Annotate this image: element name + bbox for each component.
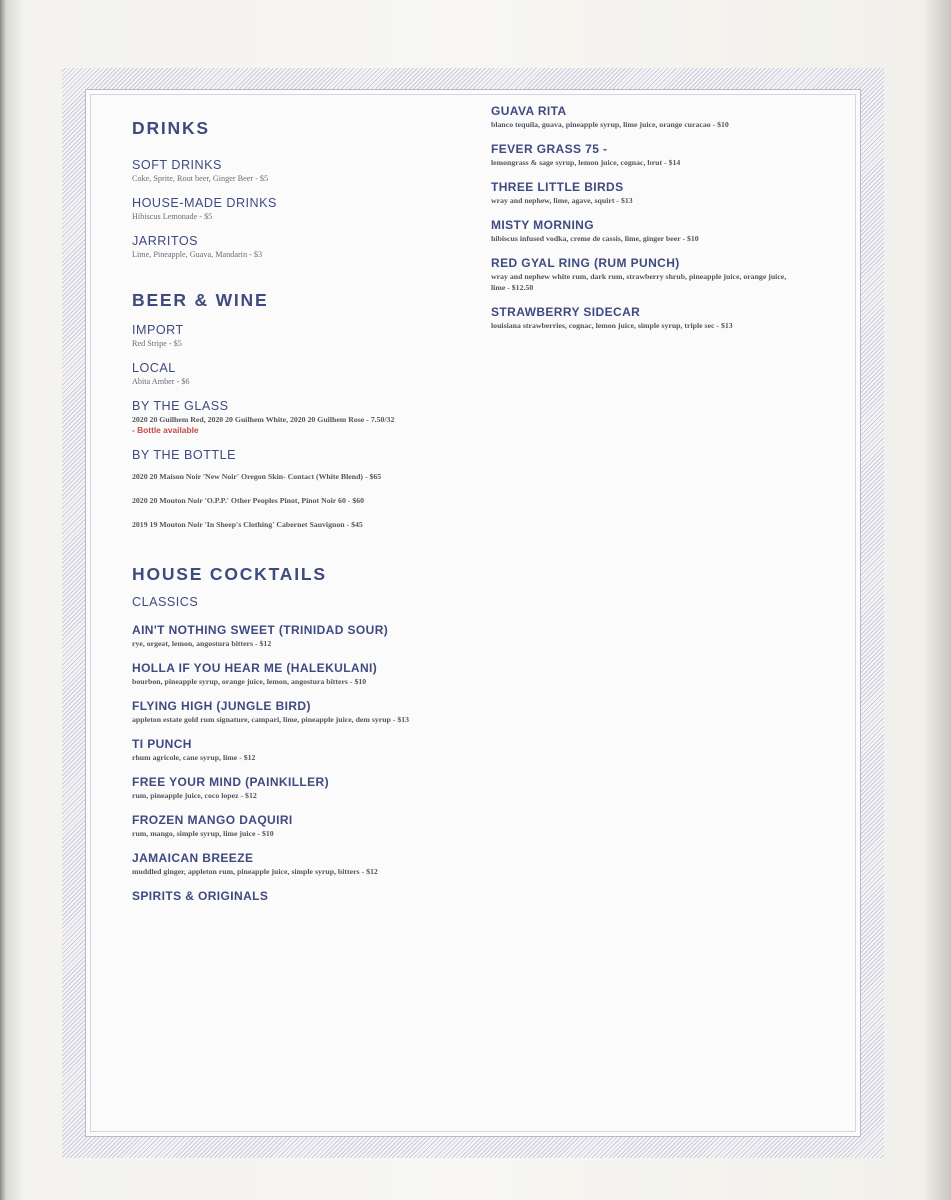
section-title-house-cocktails: HOUSE COCKTAILS [132,564,327,584]
item-title: FLYING HIGH (JUNGLE BIRD) [132,699,311,713]
menu-item [132,775,452,801]
menu-item-by-the-glass [132,399,452,436]
menu-item [491,256,791,293]
menu-item [132,661,452,687]
item-desc: louisiana strawberries, cognac, lemon juice, simple syrup, triple sec - $13 [491,321,733,330]
item-desc: blanco tequila, guava, pineapple syrup, lime juice, orange curacao - $10 [491,120,729,129]
item-title: HOUSE-MADE DRINKS [132,196,277,210]
item-title: JAMAICAN BREEZE [132,851,254,865]
item-desc: muddled ginger, appleton rum, pineapple juice, simple syrup, bitters - $12 [132,867,378,876]
menu-item-import [132,323,452,349]
item-title: LOCAL [132,361,176,375]
item-title: SOFT DRINKS [132,158,222,172]
menu-item [132,813,452,839]
item-desc: Red Stripe - $5 [132,339,182,348]
subsection-spirits-originals: SPIRITS & ORIGINALS [132,889,269,903]
item-desc: Hibiscus Lemonade - $5 [132,212,213,221]
left-column [132,118,452,904]
item-desc: rye, orgeat, lemon, angostura bitters - $12 [132,639,272,648]
bottle-entry: 2019 19 Mouton Noir 'In Sheep's Clothing' Cabernet Sauvignon - $45 [132,520,363,529]
item-title: IMPORT [132,323,184,337]
section-title-beer-wine: BEER & WINE [132,290,269,310]
menu-item-local [132,361,452,387]
menu-item [132,196,452,222]
item-title: FREE YOUR MIND (PAINKILLER) [132,775,330,789]
item-desc: bourbon, pineapple syrup, orange juice, lemon, angostura bitters - $10 [132,677,367,686]
item-desc: hibiscus infused vodka, creme de cassis, lime, ginger beer - $10 [491,234,699,243]
item-title: MISTY MORNING [491,218,594,232]
item-title: TI PUNCH [132,737,192,751]
item-title: STRAWBERRY SIDECAR [491,305,641,319]
item-desc: rum, mango, simple syrup, lime juice - $10 [132,829,274,838]
menu-item-by-the-bottle [132,448,452,530]
item-title: THREE LITTLE BIRDS [491,180,624,194]
item-title: HOLLA IF YOU HEAR ME (HALEKULANI) [132,661,378,675]
item-desc: Lime, Pineapple, Guava, Mandarin - $3 [132,250,263,259]
menu-item [132,158,452,184]
item-desc: Abita Amber - $6 [132,377,190,386]
bottle-entry: 2020 20 Mouton Noir 'O.P.P.' Other Peoples Pinot, Pinot Noir 60 - $60 [132,496,365,505]
item-title: BY THE GLASS [132,399,229,413]
menu-item [491,305,791,331]
menu-item [491,180,791,206]
item-desc: 2020 20 Guilhem Red, 2020 20 Guilhem White, 2020 20 Guilhem Rose - 7.50/32 [132,415,395,424]
item-desc: rum, pineapple juice, coco lopez - $12 [132,791,257,800]
menu-item [491,104,791,130]
item-title: JARRITOS [132,234,199,248]
item-title: AIN'T NOTHING SWEET (TRINIDAD SOUR) [132,623,389,637]
item-title: BY THE BOTTLE [132,448,237,462]
menu-item [132,737,452,763]
menu-item [491,218,791,244]
subsection-classics: CLASSICS [132,595,199,609]
item-desc: rhum agricole, cane syrup, lime - $12 [132,753,256,762]
section-title-drinks: DRINKS [132,118,210,138]
item-desc: wray and nephew white rum, dark rum, strawberry shrub, pineapple juice, orange juice, lime - $12.50 [491,272,787,292]
item-title: RED GYAL RING (RUM PUNCH) [491,256,680,270]
right-column [491,104,791,343]
menu-item [132,623,452,649]
item-desc: appleton estate gold rum signature, campari, lime, pineapple juice, dem syrup - $13 [132,715,410,724]
bottle-available-note: - Bottle available [132,425,199,435]
item-title: FEVER GRASS 75 - [491,142,608,156]
item-desc: Coke, Sprite, Root beer, Ginger Beer - $5 [132,174,269,183]
menu-item [491,142,791,168]
menu-item [132,699,452,725]
item-desc: wray and nephew, lime, agave, squirt - $13 [491,196,633,205]
menu-item [132,234,452,260]
menu-item [132,851,452,877]
item-title: GUAVA RITA [491,104,567,118]
item-desc: lemongrass & sage syrup, lemon juice, cognac, brut - $14 [491,158,681,167]
item-title: FROZEN MANGO DAQUIRI [132,813,293,827]
bottle-entry: 2020 20 Maison Noir 'New Noir' Oregon Skin- Contact (White Blend) - $65 [132,472,382,481]
